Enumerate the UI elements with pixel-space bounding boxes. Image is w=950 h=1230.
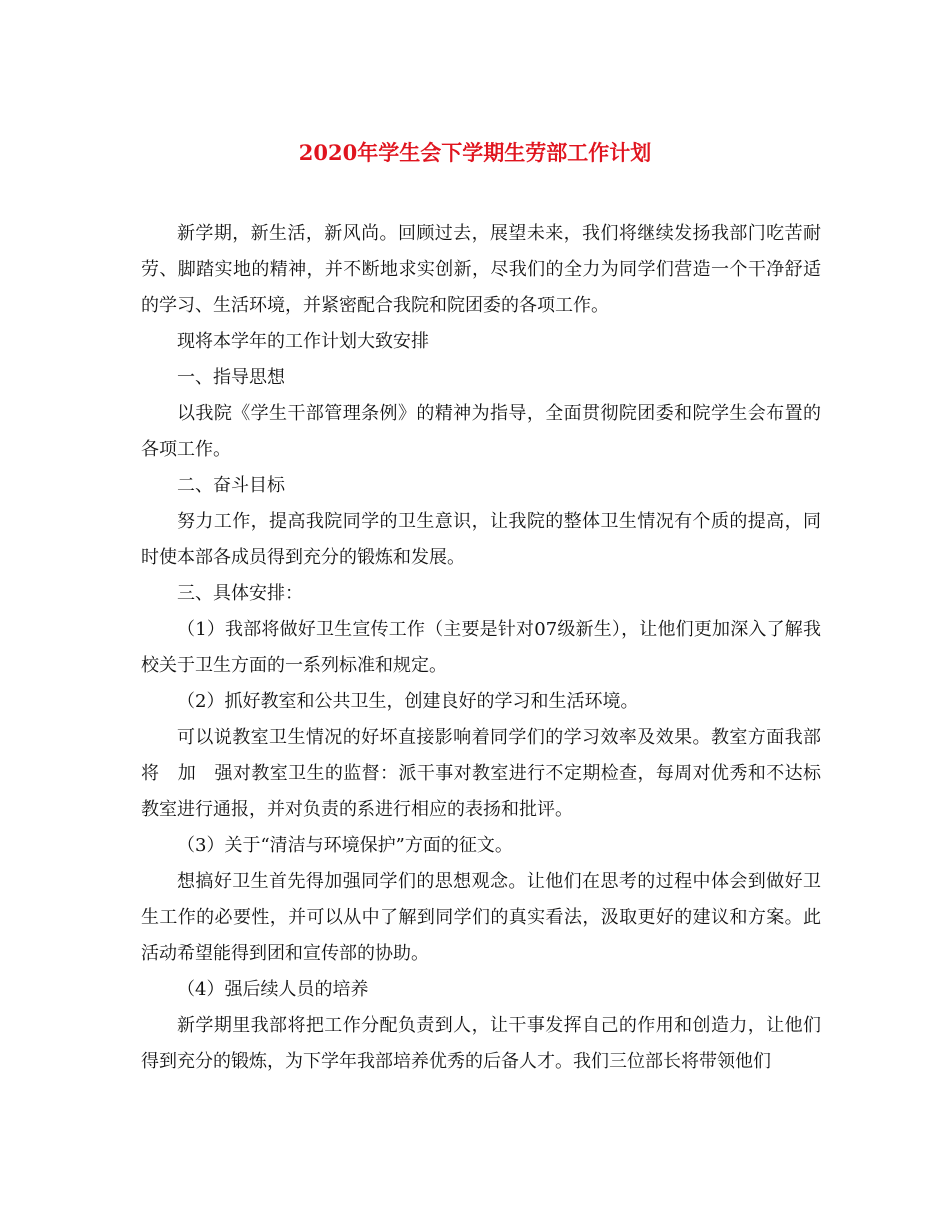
- paragraph-plan-intro: 现将本学年的工作计划大致安排: [177, 331, 429, 352]
- item-1: （1）我部将做好卫生宣传工作（主要是针对07级新生），让他们更加深入了解我校关于卫生方面的一系列标准和规定。: [141, 619, 821, 676]
- document-body: [141, 216, 839, 1080]
- paragraph-item-4-detail: 新学期里我部将把工作分配负责到人，让干事发挥自己的作用和创造力，让他们得到充分的锻炼，为下学年我部培养优秀的后备人才。我们三位部长将带领他们: [141, 1015, 821, 1072]
- heading-goals: 二、奋斗目标: [177, 475, 285, 496]
- item-3: （3）关于“清洁与环境保护”方面的征文。: [177, 835, 513, 856]
- heading-guiding-ideology: 一、指导思想: [177, 367, 285, 388]
- item-4: （4）强后续人员的培养: [177, 979, 369, 1000]
- paragraph-guiding-ideology: 以我院《学生干部管理条例》的精神为指导，全面贯彻院团委和院学生会布置的各项工作。: [141, 403, 821, 460]
- item-2: （2）抓好教室和公共卫生，创建良好的学习和生活环境。: [177, 691, 639, 712]
- paragraph-intro: 新学期，新生活，新风尚。回顾过去，展望未来，我们将继续发扬我部门吃苦耐劳、脚踏实地的精神，并不断地求实创新，尽我们的全力为同学们营造一个干净舒适的学习、生活环境，并紧密配合我院和院团委的各项工作。: [141, 223, 821, 316]
- heading-arrangements: 三、具体安排：: [177, 583, 303, 604]
- paragraph-item-3-detail: 想搞好卫生首先得加强同学们的思想观念。让他们在思考的过程中体会到做好卫生工作的必要性，并可以从中了解到同学们的真实看法，汲取更好的建议和方案。此活动希望能得到团和宣传部的协助。: [141, 871, 821, 964]
- document-title: 2020年学生会下学期生劳部工作计划: [298, 140, 652, 165]
- paragraph-item-2-detail: 可以说教室卫生情况的好坏直接影响着同学们的学习效率及效果。教室方面我部 将 加 强对教室卫生的监督：派干事对教室进行不定期检查，每周对优秀和不达标教室进行通报，并对负责的系进行相应的表扬和批评。: [141, 727, 839, 820]
- paragraph-goals: 努力工作，提高我院同学的卫生意识，让我院的整体卫生情况有个质的提高，同时使本部各成员得到充分的锻炼和发展。: [141, 511, 821, 568]
